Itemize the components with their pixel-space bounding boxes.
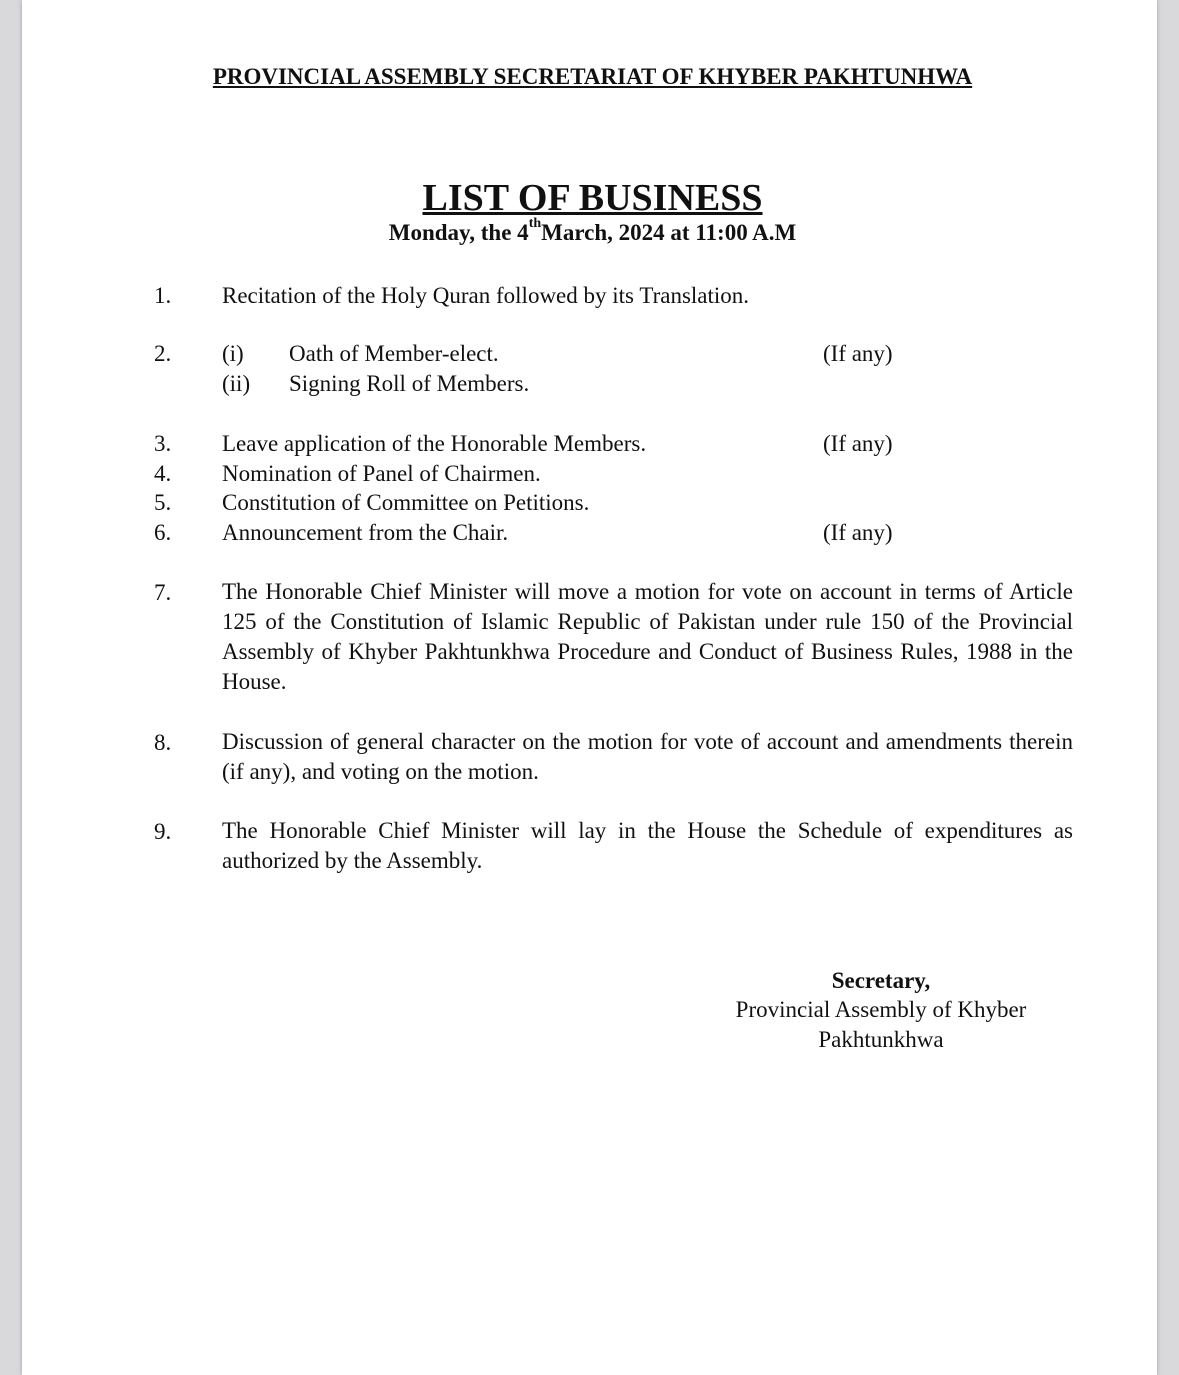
- item-text: Recitation of the Holy Quran followed by its Translation.: [222, 283, 750, 308]
- if-any-note: (If any): [823, 520, 893, 545]
- item-number: 3.: [154, 431, 172, 456]
- item-text: Discussion of general character on the motion for vote of account and amendments therein (if any), and voting on the motion.: [222, 729, 1073, 784]
- item-number: 9.: [154, 819, 172, 844]
- item-number: 8.: [154, 730, 172, 755]
- item-text: Constitution of Committee on Petitions.: [222, 490, 590, 515]
- signatory-office-line1: Provincial Assembly of Khyber: [735, 997, 1027, 1022]
- sub-item-label: (ii): [222, 371, 251, 396]
- item-text: The Honorable Chief Minister will lay in the House the Schedule of expenditures as authorized by the Assembly.: [222, 818, 1073, 873]
- item-number: 4.: [154, 461, 172, 486]
- item-number: 6.: [154, 520, 172, 545]
- sub-item-text: Oath of Member-elect.: [289, 341, 499, 366]
- signatory-office-line2: Pakhtunkhwa: [818, 1027, 944, 1052]
- item-text: Nomination of Panel of Chairmen.: [222, 461, 541, 486]
- item-number: 1.: [154, 283, 172, 308]
- if-any-note: (If any): [823, 431, 893, 456]
- item-number: 7.: [154, 580, 172, 605]
- item-number: 2.: [154, 341, 172, 366]
- if-any-note: (If any): [823, 341, 893, 366]
- session-date: Monday, the 4thMarch, 2024 at 11:00 A.M: [388, 216, 797, 245]
- signatory-title: Secretary,: [831, 968, 931, 993]
- item-text: The Honorable Chief Minister will move a motion for vote on account in terms of Article 125 of the Constitution of Islamic Republic of Pakistan under rule 150 of the Provincial Assembly of Khyber Pakhtunkhwa Procedure and Conduct of Business Rules, 1988 in the House.: [222, 579, 1073, 694]
- item-text: Leave application of the Honorable Members.: [222, 431, 647, 456]
- item-text: Announcement from the Chair.: [222, 520, 509, 545]
- document-title: LIST OF BUSINESS: [422, 177, 763, 219]
- document-header: PROVINCIAL ASSEMBLY SECRETARIAT OF KHYBER PAKHTUNHWA: [212, 64, 973, 89]
- date-ordinal-suffix: th: [528, 216, 542, 231]
- sub-item-text: Signing Roll of Members.: [289, 371, 530, 396]
- sub-item-label: (i): [222, 341, 244, 366]
- item-number: 5.: [154, 490, 172, 515]
